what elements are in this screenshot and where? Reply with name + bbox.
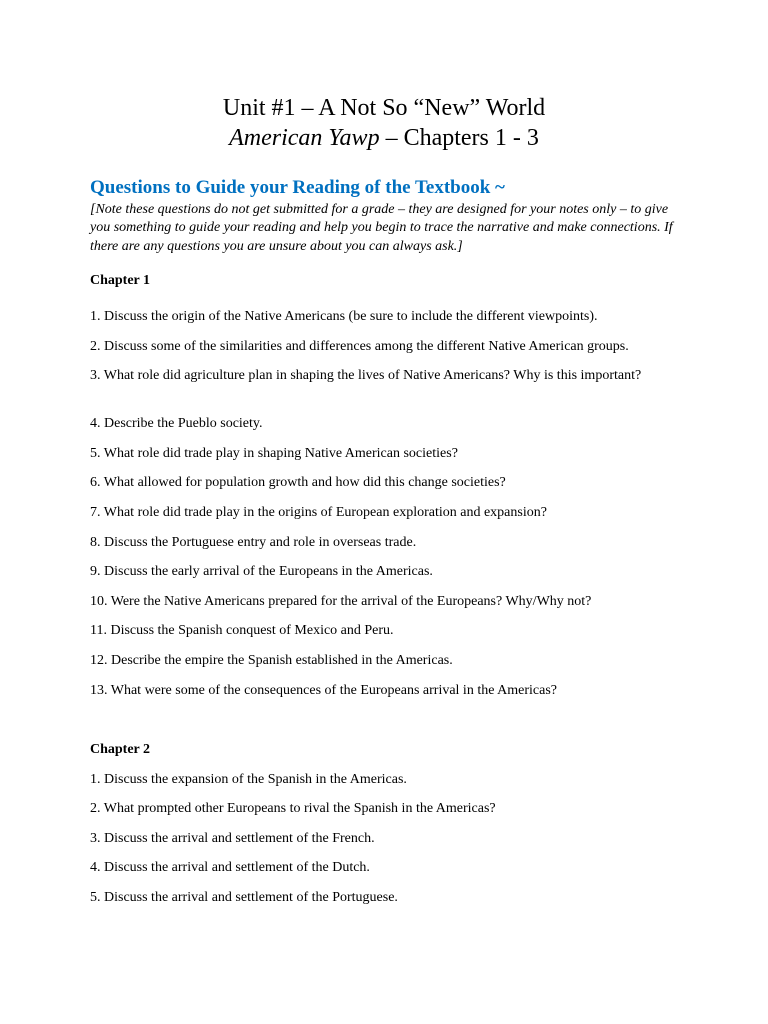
chapter-2-label: Chapter 2 xyxy=(90,742,151,757)
chapter-1-question-2: 2. Discuss some of the similarities and differences among the different Native American groups. xyxy=(90,339,629,354)
title-line-1: Unit #1 – A Not So “New” World xyxy=(222,95,546,121)
chapter-1-question-10: 10. Were the Native Americans prepared for the arrival of the Europeans? Why/Why not? xyxy=(90,594,592,609)
chapter-1-question-7: 7. What role did trade play in the origins of European exploration and expansion? xyxy=(90,505,547,520)
chapter-2-question-4: 4. Discuss the arrival and settlement of the Dutch. xyxy=(90,860,370,875)
chapter-2-question-3: 3. Discuss the arrival and settlement of the French. xyxy=(90,831,375,846)
chapter-1-question-11: 11. Discuss the Spanish conquest of Mexico and Peru. xyxy=(90,623,394,638)
chapter-2-question-1: 1. Discuss the expansion of the Spanish in the Americas. xyxy=(90,772,407,787)
guide-note: [Note these questions do not get submitted for a grade – they are designed for your notes only – to give you something to guide your reading and help you begin to trace the narrative and make connections. If there are any questions you are unsure about you can always ask.] xyxy=(90,202,673,254)
chapter-2-question-2: 2. What prompted other Europeans to rival the Spanish in the Americas? xyxy=(90,801,496,816)
chapter-1-question-9: 9. Discuss the early arrival of the Europeans in the Americas. xyxy=(90,564,433,579)
chapter-1-question-12: 12. Describe the empire the Spanish established in the Americas. xyxy=(90,653,453,668)
chapter-1-question-1: 1. Discuss the origin of the Native Americans (be sure to include the different viewpoints). xyxy=(90,309,598,324)
chapter-2-question-5: 5. Discuss the arrival and settlement of the Portuguese. xyxy=(90,890,398,905)
chapter-1-question-4: 4. Describe the Pueblo society. xyxy=(90,416,263,431)
chapter-1-question-8: 8. Discuss the Portuguese entry and role in overseas trade. xyxy=(90,535,417,550)
document-title xyxy=(0,93,768,153)
chapter-1-question-5: 5. What role did trade play in shaping Native American societies? xyxy=(90,446,458,461)
chapter-1-label: Chapter 1 xyxy=(90,273,151,288)
title-chapters: – Chapters 1 - 3 xyxy=(379,125,539,151)
chapter-1-question-6: 6. What allowed for population growth and how did this change societies? xyxy=(90,475,506,490)
title-book-name: American Yawp xyxy=(229,125,380,151)
chapter-1-question-3: 3. What role did agriculture plan in shaping the lives of Native Americans? Why is this important? xyxy=(90,368,642,383)
chapter-1-question-13: 13. What were some of the consequences of the Europeans arrival in the Americas? xyxy=(90,683,558,698)
guide-heading: Questions to Guide your Reading of the Textbook ~ xyxy=(90,177,505,198)
title-line-2 xyxy=(0,123,768,153)
